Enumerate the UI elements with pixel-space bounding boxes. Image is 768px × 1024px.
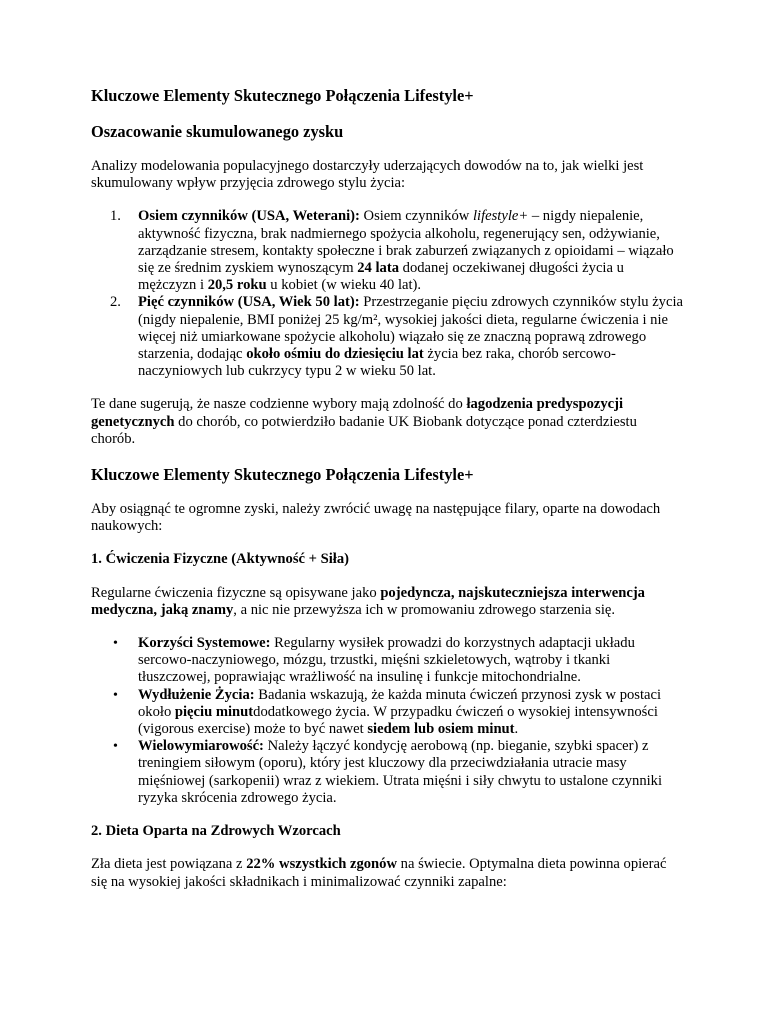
exercise-benefits-list xyxy=(91,635,683,807)
list-item-text: Osiem czynników xyxy=(359,208,473,225)
list-item-text: Regularny wysiłek prowadzi do korzystnych adaptacji układu sercowo-naczyniowego, mózgu, trzustki, mięśni szkieletowych, wątroby i tkanki tłuszczowej, poprawiając wrażliwość na insulinę i funkcje mitochondrialne. xyxy=(138,635,635,686)
list-item-emphasis: siedem lub osiem minut xyxy=(367,721,515,738)
pillar-heading-diet: 2. Dieta Oparta na Zdrowych Wzorcach xyxy=(91,823,341,840)
bullet-icon: • xyxy=(113,687,118,703)
list-item-emphasis: 20,5 roku xyxy=(207,277,267,294)
paragraph-text: Te dane sugerują, że nasze codzienne wybory mają zdolność do xyxy=(91,396,467,413)
bullet-icon: • xyxy=(113,739,118,755)
paragraph-text: Zła dieta jest powiązana z xyxy=(91,856,247,873)
list-item-bold-lead: Pięć czynników (USA, Wiek 50 lat): xyxy=(138,294,360,311)
section-heading-cumulative-gain: Oszacowanie skumulowanego zysku xyxy=(91,122,344,141)
list-item xyxy=(91,294,683,380)
section-outro-paragraph xyxy=(91,396,683,448)
list-item-bold-lead: Wielowymiarowość: xyxy=(138,738,264,755)
list-item xyxy=(91,738,683,807)
paragraph-emphasis: pojedyncza, najskuteczniejsza interwencja medyczna, jaką znamy xyxy=(91,584,645,618)
pillars-intro-paragraph: Aby osiągnąć te ogromne zyski, należy zwrócić uwagę na następujące filary, oparte na dowodach naukowych: xyxy=(91,501,661,535)
section-intro-paragraph: Analizy modelowania populacyjnego dostarczyły uderzających dowodów na to, jak wielki jest skumulowany wpływ przyjęcia zdrowego stylu życia: xyxy=(91,158,644,192)
list-item-bold-lead: Osiem czynników (USA, Weterani): xyxy=(138,208,360,225)
list-item-text: . xyxy=(514,721,519,738)
list-item-text: – nigdy niepalenie, aktywność fizyczna, brak nadmiernego spożycia alkoholu, regenerujący sen, odżywianie, zarządzanie stresem, kontakty społeczne i brak zaburzeń związanych z opioidami – wiązało się ze średnim zyskiem wynoszącym xyxy=(138,208,674,277)
document-page xyxy=(91,86,683,891)
list-number: 1. xyxy=(110,208,121,225)
paragraph-text: na świecie. Optymalna dieta powinna opierać się na wysokiej jakości składnikach i minimalizować czynniki zapalne: xyxy=(91,856,667,890)
list-item-text: Badania wskazują, że każda minuta ćwiczeń przynosi zysk w postaci około xyxy=(138,686,662,720)
list-item-bold-lead: Korzyści Systemowe: xyxy=(138,635,271,652)
paragraph-text: , a nic nie przewyższa ich w promowaniu zdrowego starzenia się. xyxy=(233,601,615,618)
paragraph-text: Regularne ćwiczenia fizyczne są opisywane jako xyxy=(91,584,381,601)
list-item-text: dodanej oczekiwanej długości życia u mężczyzn i xyxy=(138,260,624,294)
list-item-text: Należy łączyć kondycję aerobową (np. bieganie, szybki spacer) z treningiem siłowym (oporu), który jest kluczowy dla przeciwdziałania utracie masy mięśniowej (sarkopenii) wraz z wiekiem. Utrata mięśni i siły chwytu to ustalone czynniki ryzyka skrócenia zdrowego życia. xyxy=(138,738,663,806)
list-item-bold-lead: Wydłużenie Życia: xyxy=(138,686,255,703)
list-item-emphasis: około ośmiu do dziesięciu lat xyxy=(246,346,424,363)
list-item-emphasis: 24 lata xyxy=(357,260,400,277)
diet-paragraph xyxy=(91,856,683,890)
list-item-text: u kobiet (w wieku 40 lat). xyxy=(266,277,422,294)
exercise-paragraph xyxy=(91,585,683,619)
list-item-emphasis: pięciu minut xyxy=(174,703,254,720)
list-number: 2. xyxy=(110,294,121,311)
list-item-text: życia bez raka, chorób sercowo-naczyniowych lub cukrzycy typu 2 w wieku 50 lat. xyxy=(138,346,616,380)
pillar-heading-exercise: 1. Ćwiczenia Fizyczne (Aktywność + Siła) xyxy=(91,551,349,568)
list-item-text: dodatkowego życia. W przypadku ćwiczeń o wysokiej intensywności (vigorous exercise) może to być nawet xyxy=(138,703,658,738)
list-item xyxy=(91,208,683,294)
list-item xyxy=(91,635,683,687)
list-item-italic: lifestyle+ xyxy=(472,208,529,225)
paragraph-emphasis: łagodzenia predyspozycji genetycznych xyxy=(91,396,624,430)
document-title: Kluczowe Elementy Skutecznego Połączenia Lifestyle+ xyxy=(91,86,474,105)
bullet-icon: • xyxy=(113,636,118,652)
paragraph-text: do chorób, co potwierdziło badanie UK Biobank dotyczące ponad czterdziestu chorób. xyxy=(91,413,637,447)
list-item xyxy=(91,687,683,739)
section-heading-key-elements: Kluczowe Elementy Skutecznego Połączenia Lifestyle+ xyxy=(91,465,474,485)
paragraph-emphasis: 22% wszystkich zgonów xyxy=(246,856,397,873)
factors-list xyxy=(91,208,683,380)
list-item-text: Przestrzeganie pięciu zdrowych czynników stylu życia (nigdy niepalenie, BMI poniżej 25 kg/m², wysokiej jakości dieta, regularne ćwiczenia i nie więcej niż umiarkowane spożycie alkoholu) wiązało się ze znaczną poprawą zdrowego starzenia, dodając xyxy=(138,294,683,363)
